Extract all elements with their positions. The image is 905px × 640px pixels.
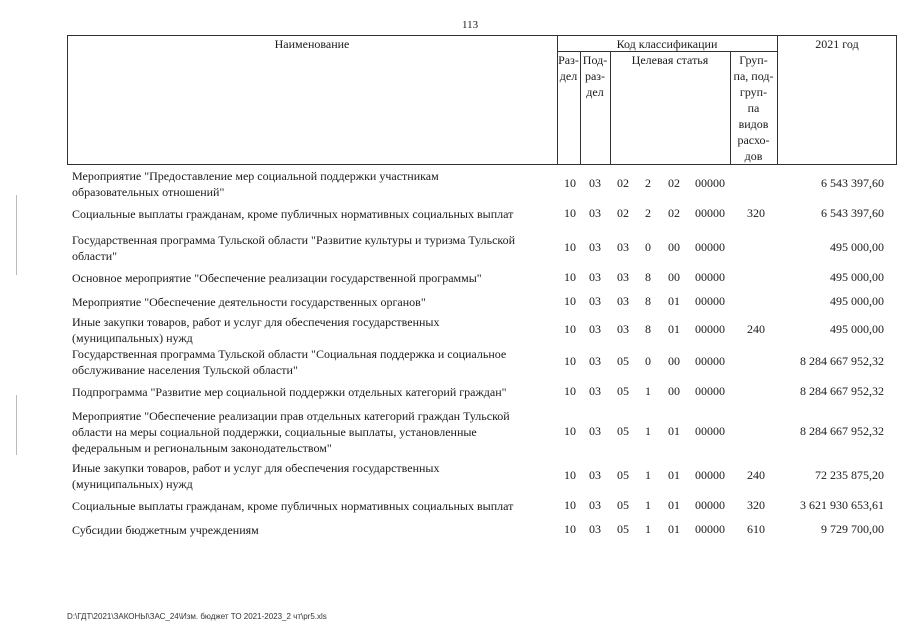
row-code: 03: [589, 498, 601, 512]
row-code: 03: [589, 322, 601, 336]
row-code: 00: [668, 270, 680, 284]
row-code: 10: [564, 384, 576, 398]
row-code: 02: [668, 176, 680, 190]
row-code: 03: [589, 176, 601, 190]
header-year: 2021 год: [815, 37, 859, 51]
header-line: дел: [586, 85, 604, 99]
row-name: Государственная программа Тульской области "Социальная поддержка и социальное обслуживание населения Тульской области": [72, 347, 507, 377]
header-line: дов: [744, 149, 763, 163]
row-code: 02: [617, 176, 629, 190]
row-name: Подпрограмма "Развитие мер социальной поддержки отдельных категорий граждан": [72, 385, 507, 399]
row-code: 00000: [695, 424, 725, 438]
row-code: 05: [617, 384, 629, 398]
header-group: [730, 52, 777, 164]
row-code: 03: [617, 322, 629, 336]
row-code: 8: [645, 270, 651, 284]
row-code: 10: [564, 322, 576, 336]
header-podrazdel: [580, 52, 610, 100]
row-code: 03: [589, 240, 601, 254]
page-number: 113: [462, 19, 479, 31]
row-code: 02: [668, 206, 680, 220]
row-code: 01: [668, 498, 680, 512]
row-code: 01: [668, 322, 680, 336]
header-line: Раз-: [558, 53, 579, 67]
row-code: 610: [747, 522, 765, 536]
row-code: 03: [589, 294, 601, 308]
row-amount: 8 284 667 952,32: [800, 424, 884, 438]
row-code: 1: [645, 384, 651, 398]
row-code: 8: [645, 294, 651, 308]
row-name: Субсидии бюджетным учреждениям: [72, 523, 259, 537]
row-code: 00: [668, 384, 680, 398]
row-code: 03: [589, 206, 601, 220]
row-code: 2: [645, 176, 651, 190]
header-line: расхо-: [737, 133, 770, 147]
header-line: па, под-: [733, 69, 774, 83]
footer-path: D:\ГДТ\2021\ЗАКОНЫ\ЗАС_24\Изм. бюджет ТО 2021-2023_2 чт\pr5.xls: [67, 612, 327, 621]
header-target: Целевая статья: [631, 53, 709, 67]
row-code: 03: [617, 294, 629, 308]
row-code: 03: [589, 468, 601, 482]
row-code: 00: [668, 240, 680, 254]
row-code: 00000: [695, 270, 725, 284]
row-code: 0: [645, 354, 651, 368]
row-code: 10: [564, 176, 576, 190]
row-code: 00000: [695, 498, 725, 512]
row-code: 320: [747, 206, 765, 220]
row-code: 03: [617, 270, 629, 284]
row-name: Социальные выплаты гражданам, кроме публичных нормативных социальных выплат: [72, 499, 514, 513]
header-line: Под-: [582, 53, 608, 67]
row-name: Социальные выплаты гражданам, кроме публичных нормативных социальных выплат: [72, 207, 514, 221]
row-code: 05: [617, 498, 629, 512]
row-code: 0: [645, 240, 651, 254]
row-code: 01: [668, 424, 680, 438]
row-code: 00000: [695, 354, 725, 368]
row-name: Мероприятие "Обеспечение деятельности государственных органов": [72, 295, 426, 309]
header-line: видов: [738, 117, 769, 131]
row-code: 03: [589, 384, 601, 398]
header-line: раз-: [584, 69, 606, 83]
row-code: 00000: [695, 294, 725, 308]
header-line: груп-: [739, 85, 768, 99]
row-code: 00000: [695, 322, 725, 336]
row-amount: 6 543 397,60: [821, 206, 884, 220]
row-code: 05: [617, 354, 629, 368]
row-code: 1: [645, 468, 651, 482]
row-amount: 495 000,00: [830, 270, 884, 284]
row-code: 03: [589, 424, 601, 438]
row-code: 00: [668, 354, 680, 368]
row-name: Государственная программа Тульской области "Развитие культуры и туризма Тульской области": [72, 233, 516, 263]
row-code: 00000: [695, 240, 725, 254]
row-code: 1: [645, 522, 651, 536]
row-code: 05: [617, 522, 629, 536]
row-code: 10: [564, 240, 576, 254]
header-line: Груп-: [739, 53, 768, 67]
row-code: 10: [564, 522, 576, 536]
row-amount: 495 000,00: [830, 240, 884, 254]
row-code: 00000: [695, 206, 725, 220]
row-code: 10: [564, 294, 576, 308]
row-code: 00000: [695, 384, 725, 398]
row-amount: 8 284 667 952,32: [800, 354, 884, 368]
header-code: Код классификации: [616, 37, 718, 51]
row-code: 8: [645, 322, 651, 336]
row-code: 05: [617, 424, 629, 438]
row-code: 2: [645, 206, 651, 220]
row-amount: 9 729 700,00: [821, 522, 884, 536]
row-code: 10: [564, 498, 576, 512]
row-amount: 6 543 397,60: [821, 176, 884, 190]
row-code: 10: [564, 468, 576, 482]
row-code: 02: [617, 206, 629, 220]
row-amount: 495 000,00: [830, 294, 884, 308]
row-code: 03: [589, 354, 601, 368]
header-razdel: [557, 52, 580, 84]
row-code: 240: [747, 322, 765, 336]
row-code: 1: [645, 498, 651, 512]
row-code: 05: [617, 468, 629, 482]
row-code: 10: [564, 270, 576, 284]
header-line: дел: [559, 69, 578, 83]
row-code: 240: [747, 468, 765, 482]
row-code: 10: [564, 206, 576, 220]
row-code: 03: [589, 270, 601, 284]
row-name: Иные закупки товаров, работ и услуг для обеспечения государственных (муниципальных) нужд: [72, 315, 440, 345]
row-amount: 72 235 875,20: [815, 468, 884, 482]
row-name: Иные закупки товаров, работ и услуг для обеспечения государственных (муниципальных) нужд: [72, 461, 440, 491]
row-code: 00000: [695, 468, 725, 482]
row-code: 00000: [695, 522, 725, 536]
row-name: Мероприятие "Предоставление мер социальной поддержки участникам образовательных отношений": [72, 169, 439, 199]
row-code: 10: [564, 424, 576, 438]
row-code: 01: [668, 468, 680, 482]
row-code: 320: [747, 498, 765, 512]
header-line: па: [747, 101, 760, 115]
row-code: 01: [668, 294, 680, 308]
row-code: 03: [617, 240, 629, 254]
row-name: Мероприятие "Обеспечение реализации прав отдельных категорий граждан Тульской области на меры социальной поддержки, социальные выплаты, установленные федеральным и региональным законодательством": [72, 409, 510, 455]
row-code: 03: [589, 522, 601, 536]
row-code: 01: [668, 522, 680, 536]
row-amount: 3 621 930 653,61: [800, 498, 884, 512]
row-amount: 495 000,00: [830, 322, 884, 336]
row-name: Основное мероприятие "Обеспечение реализации государственной программы": [72, 271, 482, 285]
row-amount: 8 284 667 952,32: [800, 384, 884, 398]
row-code: 1: [645, 424, 651, 438]
row-code: 00000: [695, 176, 725, 190]
header-name: Наименование: [274, 37, 350, 51]
row-code: 10: [564, 354, 576, 368]
